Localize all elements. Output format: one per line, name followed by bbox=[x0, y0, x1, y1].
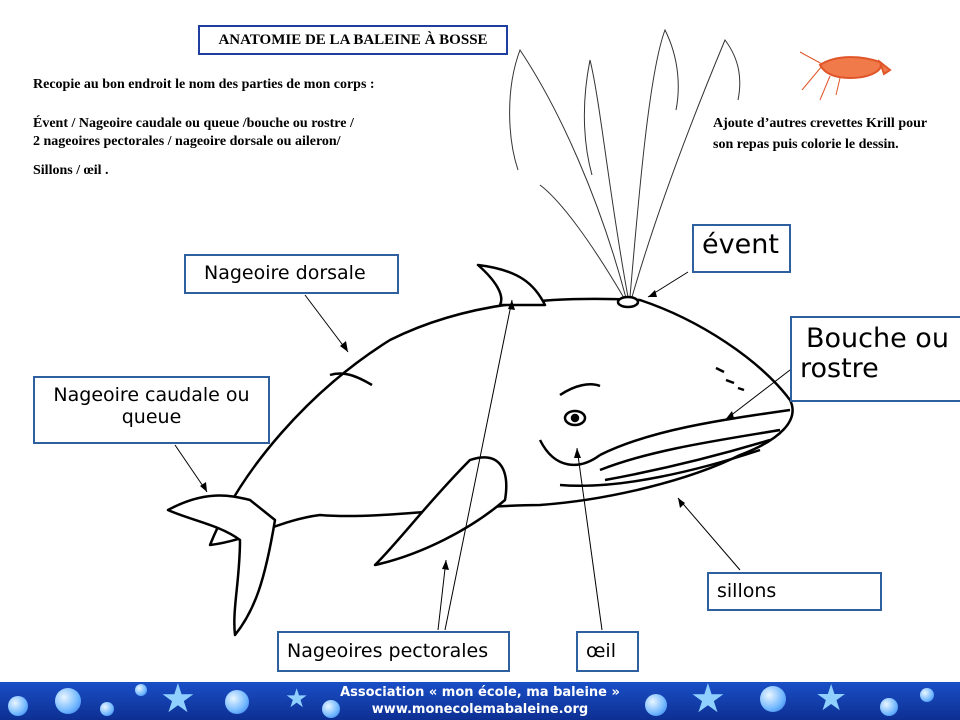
krill-note bbox=[713, 113, 960, 155]
label-sillons bbox=[707, 572, 882, 611]
label-nageoire-dorsale bbox=[184, 254, 399, 294]
label-bouche bbox=[790, 316, 960, 402]
starfish-icon: ★ bbox=[815, 682, 848, 719]
label-caudale-line-1: Nageoire caudale ou bbox=[53, 384, 250, 406]
starfish-icon: ★ bbox=[285, 684, 309, 714]
label-pectorales-text: Nageoires pectorales bbox=[287, 640, 489, 662]
whale-drawing bbox=[168, 265, 793, 635]
label-event bbox=[692, 224, 791, 273]
starfish-icon: ★ bbox=[690, 682, 726, 720]
label-sillons-text: sillons bbox=[717, 580, 777, 602]
footer-association: Association « mon école, ma baleine » bbox=[340, 685, 620, 700]
instruction-text: Recopie au bon endroit le nom des parties de mon corps : bbox=[33, 77, 375, 92]
label-caudale-line-2: queue bbox=[121, 406, 182, 428]
word-list-line-3: Sillons / œil . bbox=[33, 163, 109, 178]
krill-shrimp-icon bbox=[800, 52, 890, 100]
worksheet-title: ANATOMIE DE LA BALEINE À BOSSE bbox=[198, 25, 508, 55]
label-nageoire-caudale bbox=[33, 376, 270, 444]
label-bouche-line-1: Bouche ou bbox=[806, 323, 949, 354]
word-list-line-2: 2 nageoires pectorales / nageoire dorsale ou aileron/ bbox=[33, 134, 341, 149]
word-list-line-1: Évent / Nageoire caudale ou queue /bouche ou rostre / bbox=[33, 116, 354, 131]
footer-website: www.monecolemabaleine.org bbox=[371, 702, 589, 717]
label-oeil bbox=[576, 631, 639, 672]
label-oeil-text: œil bbox=[586, 640, 616, 662]
label-nageoires-pectorales bbox=[277, 631, 510, 672]
starfish-icon: ★ bbox=[160, 682, 196, 720]
krill-note-line-1: Ajoute d’autres crevettes Krill pour bbox=[713, 116, 928, 131]
footer-banner bbox=[0, 682, 960, 720]
label-bouche-line-2: rostre bbox=[800, 353, 879, 384]
label-event-text: évent bbox=[702, 229, 779, 260]
krill-note-line-2: son repas puis colorie le dessin. bbox=[713, 137, 899, 152]
label-dorsale-text: Nageoire dorsale bbox=[204, 262, 366, 284]
